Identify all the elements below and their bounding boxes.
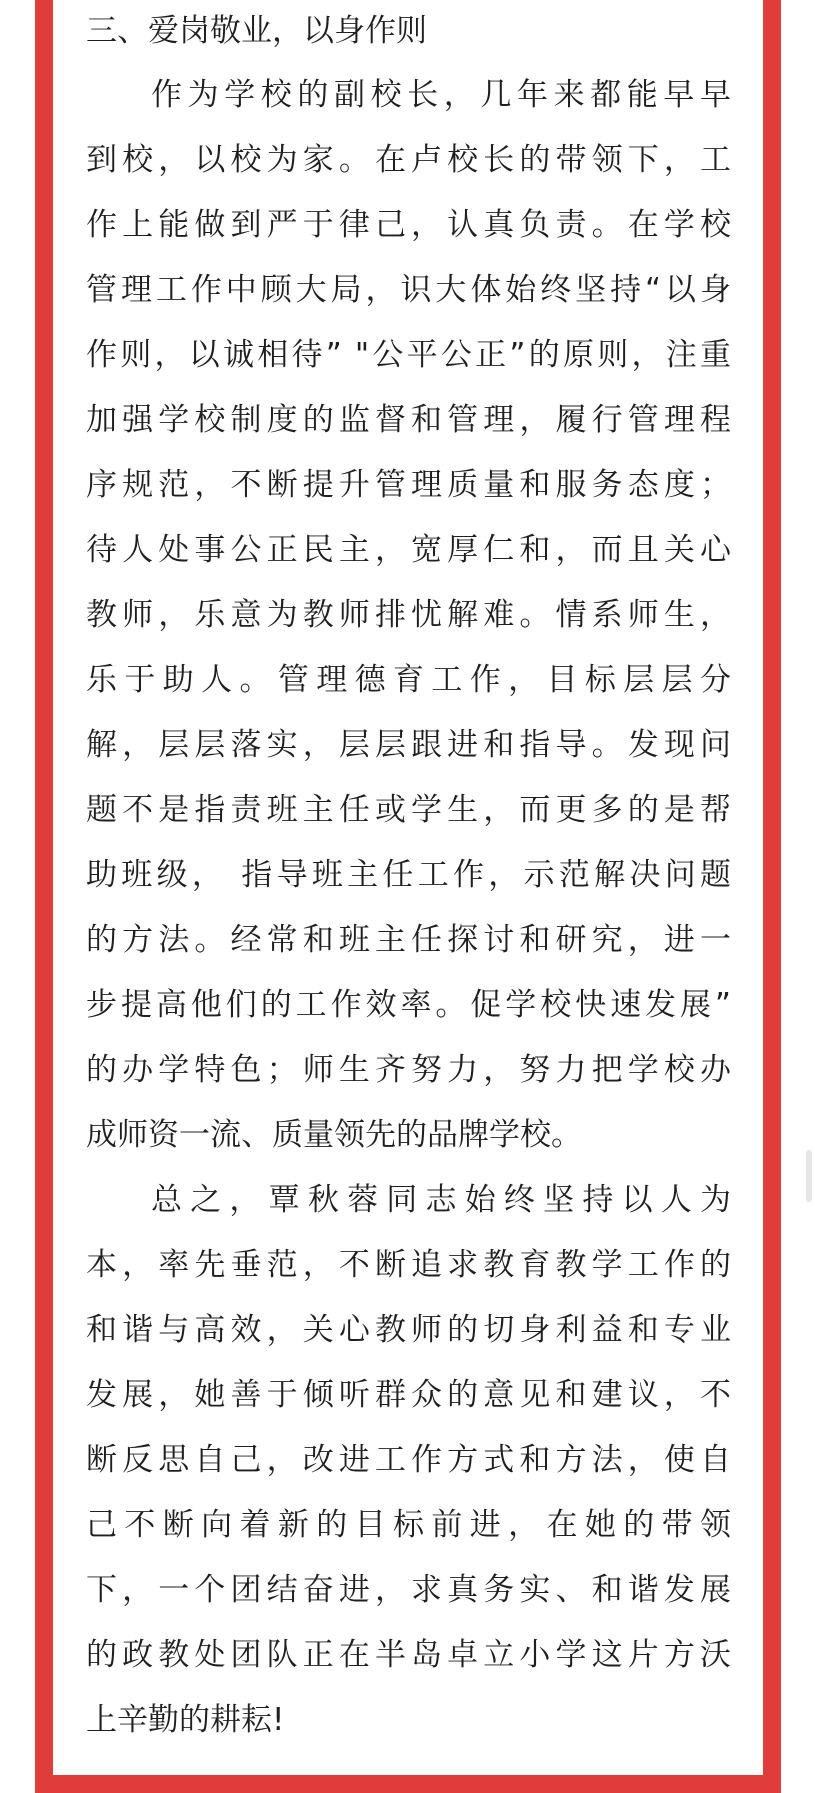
text-line: 的方法。经常和班主任探讨和研究，进一 xyxy=(86,922,731,958)
text-line: 题不是指责班主任或学生，而更多的是帮 xyxy=(86,792,731,828)
text-line: 序规范，不断提升管理质量和服务态度； xyxy=(86,467,731,503)
text-line: 到校，以校为家。在卢校长的带领下，工 xyxy=(86,142,731,178)
article-body xyxy=(86,0,731,1753)
text-line: 教师，乐意为教师排忧解难。情系师生， xyxy=(86,597,731,633)
paragraph-2 xyxy=(86,1168,731,1753)
text-line: 作则，以诚相待” "公平公正”的原则，注重 xyxy=(86,337,731,373)
text-line: 和谐与高效，关心教师的切身利益和专业 xyxy=(86,1312,731,1348)
text-line: 己不断向着新的目标前进，在她的带领 xyxy=(86,1507,731,1543)
paragraph-1 xyxy=(86,63,731,1168)
scrollbar-thumb[interactable] xyxy=(806,1150,812,1202)
text-line: 管理工作中顾大局，识大体始终坚持“以身 xyxy=(86,272,731,308)
text-line: 发展，她善于倾听群众的意见和建议，不 xyxy=(86,1377,731,1413)
text-line: 上辛勤的耕耘! xyxy=(86,1702,285,1738)
text-line: 总之，覃秋蓉同志始终坚持以人为 xyxy=(151,1182,731,1218)
text-line: 加强学校制度的监督和管理，履行管理程 xyxy=(86,402,731,438)
red-border-bottom xyxy=(35,1775,781,1793)
text-line: 步提高他们的工作效率。促学校快速发展” xyxy=(86,987,731,1023)
text-line: 作上能做到严于律己，认真负责。在学校 xyxy=(86,207,731,243)
text-line: 助班级， 指导班主任工作，示范解决问题 xyxy=(86,857,731,893)
text-line: 的政教处团队正在半岛卓立小学这片方沃 xyxy=(86,1637,731,1673)
text-line: 的办学特色；师生齐努力，努力把学校办 xyxy=(86,1052,731,1088)
text-line: 解，层层落实，层层跟进和指导。发现问 xyxy=(86,727,731,763)
text-line: 本，率先垂范，不断追求教育教学工作的 xyxy=(86,1247,731,1283)
text-line: 待人处事公正民主，宽厚仁和，而且关心 xyxy=(86,532,731,568)
text-line: 成师资一流、质量领先的品牌学校。 xyxy=(86,1117,582,1153)
text-line: 乐于助人。管理德育工作，目标层层分 xyxy=(86,662,731,698)
text-line: 断反思自己，改进工作方式和方法，使自 xyxy=(86,1442,731,1478)
text-line: 作为学校的副校长，几年来都能早早 xyxy=(151,77,731,113)
section-heading: 三、爱岗敬业，以身作则 xyxy=(86,13,427,49)
text-line: 下，一个团结奋进，求真务实、和谐发展 xyxy=(86,1572,731,1608)
